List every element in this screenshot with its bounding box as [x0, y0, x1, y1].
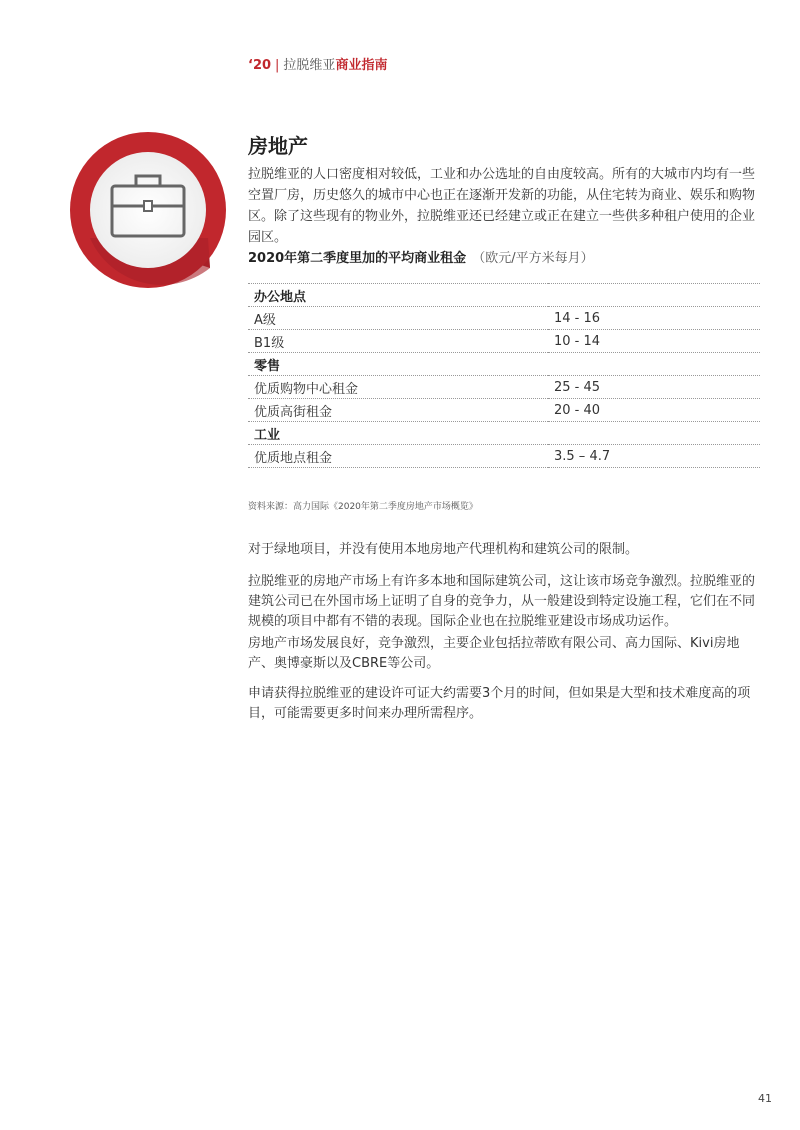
row-name: 优质高街租金 [248, 399, 548, 422]
row-value: 20 - 40 [548, 399, 760, 422]
table-group-row [248, 284, 760, 307]
table-row [248, 376, 760, 399]
header-separator: | [275, 58, 280, 73]
group-label-retail: 零售 [248, 353, 760, 376]
section-title: 房地产 [248, 134, 308, 158]
table-row [248, 445, 760, 468]
body-paragraph: 拉脱维亚的房地产市场上有许多本地和国际建筑公司，这让该市场竞争激烈。拉脱维亚的建筑公司已在外国市场上证明了自身的竞争力，从一般建设到特定设施工程，它们在不同规模的项目中都有不错的表现。国际企业也在拉脱维亚建设市场成功运作。 [248, 574, 756, 629]
header-guide-title: 商业指南 [335, 58, 388, 73]
header-year: ‘20 [248, 58, 272, 73]
group-label-industrial: 工业 [248, 422, 760, 445]
briefcase-icon [60, 118, 240, 298]
header-guide-prefix: 拉脱维亚 [283, 58, 336, 73]
row-value: 10 - 14 [548, 330, 760, 353]
table-row [248, 307, 760, 330]
row-name: 优质地点租金 [248, 445, 548, 468]
row-value: 3.5 – 4.7 [548, 445, 760, 468]
table-group-row [248, 353, 760, 376]
running-header [248, 54, 387, 73]
rent-table [248, 283, 760, 468]
table-row [248, 399, 760, 422]
body-paragraph: 房地产市场发展良好，竞争激烈，主要企业包括拉蒂欧有限公司、高力国际、Kivi房地产、奥博豪斯以及CBRE等公司。 [248, 636, 740, 671]
row-value: 25 - 45 [548, 376, 760, 399]
row-name: A级 [248, 307, 548, 330]
row-value: 14 - 16 [548, 307, 760, 330]
intro-paragraph: 拉脱维亚的人口密度相对较低，工业和办公选址的自由度较高。所有的大城市内均有一些空置厂房，历史悠久的城市中心也正在逐渐开发新的功能，从住宅转为商业、娱乐和购物区。除了这些现有的物业外，拉脱维亚还已经建立或正在建立一些供多种租户使用的企业园区。 [248, 167, 756, 245]
row-name: 优质购物中心租金 [248, 376, 548, 399]
body-paragraph: 对于绿地项目，并没有使用本地房地产代理机构和建筑公司的限制。 [248, 542, 639, 557]
rent-table-title: 2020年第二季度里加的平均商业租金 [248, 251, 467, 266]
table-row [248, 330, 760, 353]
group-label-office: 办公地点 [248, 284, 760, 307]
rent-table-caption [248, 247, 594, 266]
rent-table-unit: （欧元/平方米每月） [472, 251, 594, 266]
table-source-note: 资料来源：高力国际《2020年第二季度房地产市场概览》 [248, 502, 478, 512]
row-name: B1级 [248, 330, 548, 353]
page-number: 41 [758, 1092, 772, 1105]
body-paragraph: 申请获得拉脱维亚的建设许可证大约需要3个月的时间，但如果是大型和技术难度高的项目，可能需要更多时间来办理所需程序。 [248, 686, 751, 721]
section-badge [60, 118, 240, 298]
table-group-row [248, 422, 760, 445]
